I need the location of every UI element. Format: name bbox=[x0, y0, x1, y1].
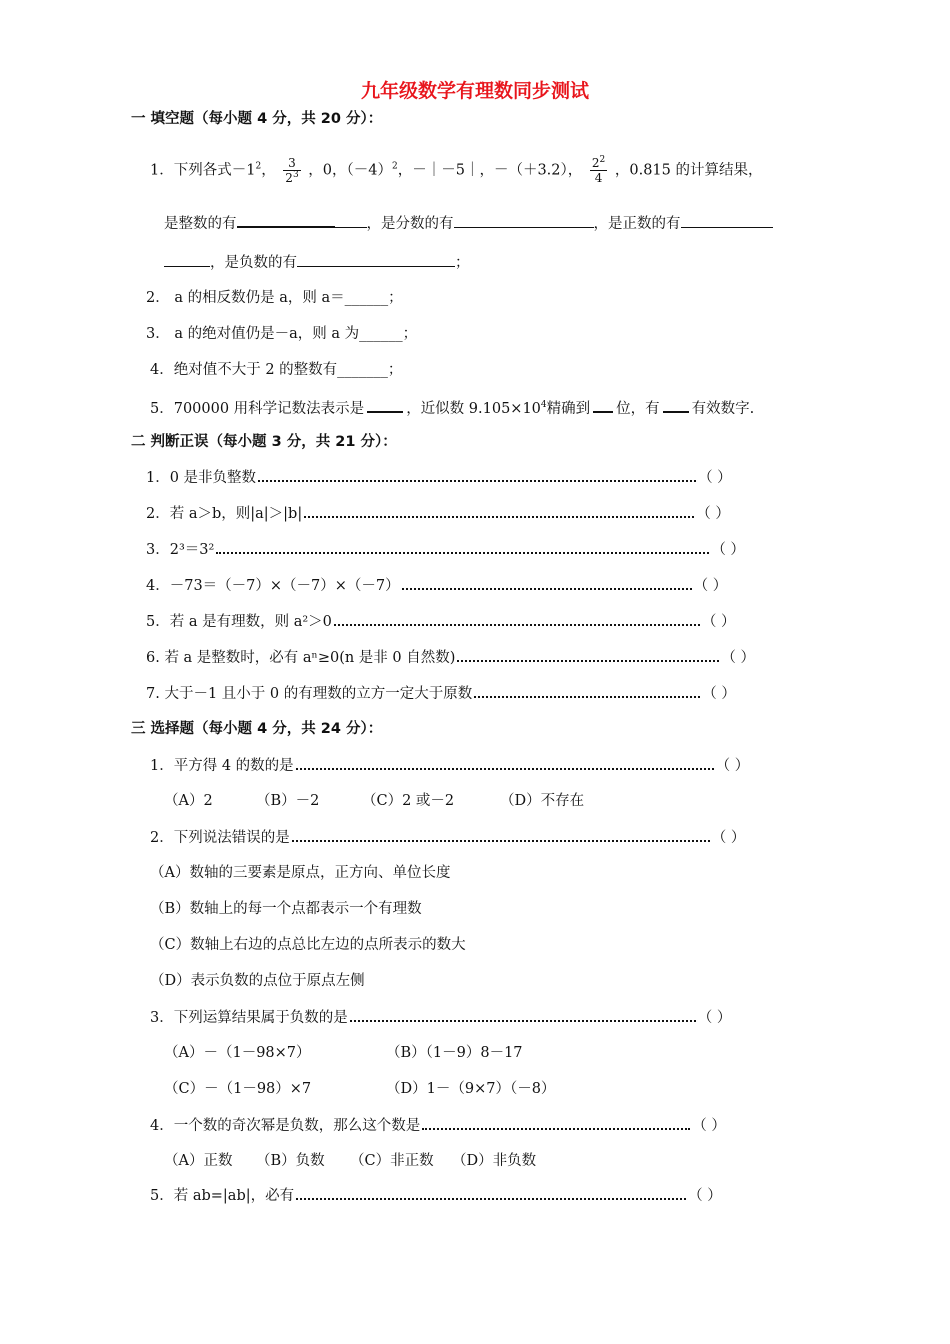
s1-q1-line3: ，是负数的有 ； bbox=[164, 252, 470, 272]
answer-blank-fractions[interactable] bbox=[454, 213, 594, 228]
answer-paren[interactable]: （ ） bbox=[692, 1118, 726, 1134]
section1-header: 一 填空题（每小题 4 分，共 20 分）： bbox=[131, 111, 383, 127]
answer-blank-sci-notation[interactable] bbox=[367, 397, 403, 413]
s1-q1-positives-label: ，是正数的有 bbox=[593, 216, 681, 232]
answer-blank-integers[interactable] bbox=[237, 212, 335, 228]
answer-paren[interactable]: （ ） bbox=[711, 542, 745, 558]
s1-q1-fractions-label: ，是分数的有 bbox=[366, 216, 454, 232]
choice-q2: 2．下列说法错误的是 （ ） bbox=[150, 830, 746, 846]
s1-q1-sup: 2 bbox=[255, 161, 262, 172]
answer-paren[interactable]: （ ） bbox=[721, 650, 756, 666]
choice-q1-option-a[interactable]: （A）2 bbox=[164, 793, 213, 809]
s1-q1-mid2: ，－｜－5｜，－（＋3.2）， bbox=[397, 162, 583, 179]
judge-item-7: 7. 大于－1 且小于 0 的有理数的立方一定大于原数 （ ） bbox=[146, 686, 736, 702]
answer-blank-positives-cont[interactable] bbox=[164, 252, 210, 267]
answer-paren[interactable]: （ ） bbox=[693, 578, 728, 594]
choice-q4-option-b[interactable]: （B）负数 bbox=[256, 1153, 325, 1169]
choice-q1-option-b[interactable]: （B）－2 bbox=[256, 793, 320, 809]
s1-q5: 5．700000 用科学记数法表示是 ，近似数 $9.105\times 10^4$精确到 位，有 有效数字. bbox=[150, 397, 754, 418]
judge-item-2: 2．若 a＞b，则|a|＞|b| （ ） bbox=[146, 506, 730, 522]
choice-q3-option-c[interactable]: （C）－（1－98）×7 bbox=[164, 1081, 312, 1097]
answer-paren[interactable]: （ ） bbox=[701, 614, 736, 630]
answer-paren[interactable]: （ ） bbox=[688, 1188, 722, 1204]
s1-q1-sup2: 2 bbox=[391, 161, 398, 172]
answer-paren[interactable]: （ ） bbox=[702, 686, 736, 702]
choice-q4-option-d[interactable]: （D）非负数 bbox=[452, 1153, 537, 1169]
choice-q1: 1．平方得 4 的数的是 （ ） bbox=[150, 758, 750, 774]
choice-q5: 5．若 ab=|ab|，必有 （ ） bbox=[150, 1188, 722, 1204]
answer-paren[interactable]: （ ） bbox=[711, 830, 746, 846]
choice-q2-option-a[interactable]: （A）数轴的三要素是原点，正方向、单位长度 bbox=[150, 865, 451, 881]
answer-paren[interactable]: （ ） bbox=[697, 1010, 732, 1026]
choice-q2-option-b[interactable]: （B）数轴上的每一个点都表示一个有理数 bbox=[150, 901, 422, 917]
s1-q1-line2 bbox=[164, 212, 773, 233]
s1-q1-suffix: ，0.815 的计算结果， bbox=[614, 162, 763, 179]
judge-item-4: 4．－73＝（－7）×（－7）×（－7） （ ） bbox=[146, 578, 728, 594]
choice-q3-option-d[interactable]: （D）1－（9×7）（－8） bbox=[386, 1081, 556, 1097]
choice-q1-option-c[interactable]: （C）2 或－2 bbox=[362, 793, 455, 809]
judge-item-3: 3．2³＝3² （ ） bbox=[146, 542, 745, 558]
answer-blank-negatives[interactable] bbox=[297, 252, 455, 267]
s1-q1-integers-label: 是整数的有 bbox=[164, 216, 237, 232]
answer-paren[interactable]: （ ） bbox=[698, 470, 732, 486]
choice-q3-option-b[interactable]: （B）（1－9）8－17 bbox=[386, 1045, 523, 1061]
judge-item-6: 6. 若 a 是整数时，必有 aⁿ≥0(n 是非 0 自然数) （ ） bbox=[146, 650, 756, 666]
s1-q2: 2． a 的相反数仍是 a，则 a＝______； bbox=[146, 290, 403, 306]
answer-blank-precision[interactable] bbox=[593, 397, 613, 413]
choice-q3-option-a[interactable]: （A）－（1－98×7） bbox=[164, 1045, 311, 1061]
answer-blank-positives[interactable] bbox=[681, 213, 773, 228]
s1-q1-mid: ，0，（－4） bbox=[308, 162, 392, 179]
s1-q1-sep: ， bbox=[261, 162, 276, 179]
choice-q4: 4．一个数的奇次幂是负数，那么这个数是 （ ） bbox=[150, 1118, 726, 1134]
answer-paren[interactable]: （ ） bbox=[715, 758, 750, 774]
fraction-3-over-2cubed: $\frac{3}{2^3}$ bbox=[285, 156, 299, 185]
page-title: 九年级数学有理数同步测试 bbox=[360, 80, 589, 102]
answer-paren[interactable]: （ ） bbox=[696, 506, 730, 522]
section2-header: 二 判断正误（每小题 3 分，共 21 分）： bbox=[131, 434, 397, 450]
answer-blank-sigfigs[interactable] bbox=[663, 397, 689, 413]
judge-item-5: 5．若 a 是有理数，则 a²＞0 （ ） bbox=[146, 614, 736, 630]
choice-q3: 3．下列运算结果属于负数的是 （ ） bbox=[150, 1010, 732, 1026]
s1-q1-prefix: 1．下列各式－1 bbox=[150, 162, 256, 179]
s1-q3: 3． a 的绝对值仍是－a，则 a 为______； bbox=[146, 326, 418, 342]
choice-q2-option-c[interactable]: （C）数轴上右边的点总比左边的点所表示的数大 bbox=[150, 937, 466, 953]
s1-q1-line1 bbox=[150, 156, 762, 185]
fraction-2sq-over-4: $\frac{2^2}{4}$ bbox=[591, 155, 606, 185]
choice-q4-option-c[interactable]: （C）非正数 bbox=[350, 1153, 434, 1169]
choice-q1-option-d[interactable]: （D）不存在 bbox=[500, 793, 585, 809]
section3-header: 三 选择题（每小题 4 分，共 24 分）： bbox=[131, 721, 383, 737]
choice-q2-option-d[interactable]: （D）表示负数的点位于原点左侧 bbox=[150, 973, 365, 989]
judge-item-1: 1．0 是非负整数 （ ） bbox=[146, 470, 732, 486]
s1-q4: 4．绝对值不大于 2 的整数有_______； bbox=[150, 362, 403, 378]
choice-q4-option-a[interactable]: （A）正数 bbox=[164, 1153, 233, 1169]
s1-q1-negatives-label: ，是负数的有 bbox=[210, 255, 297, 271]
